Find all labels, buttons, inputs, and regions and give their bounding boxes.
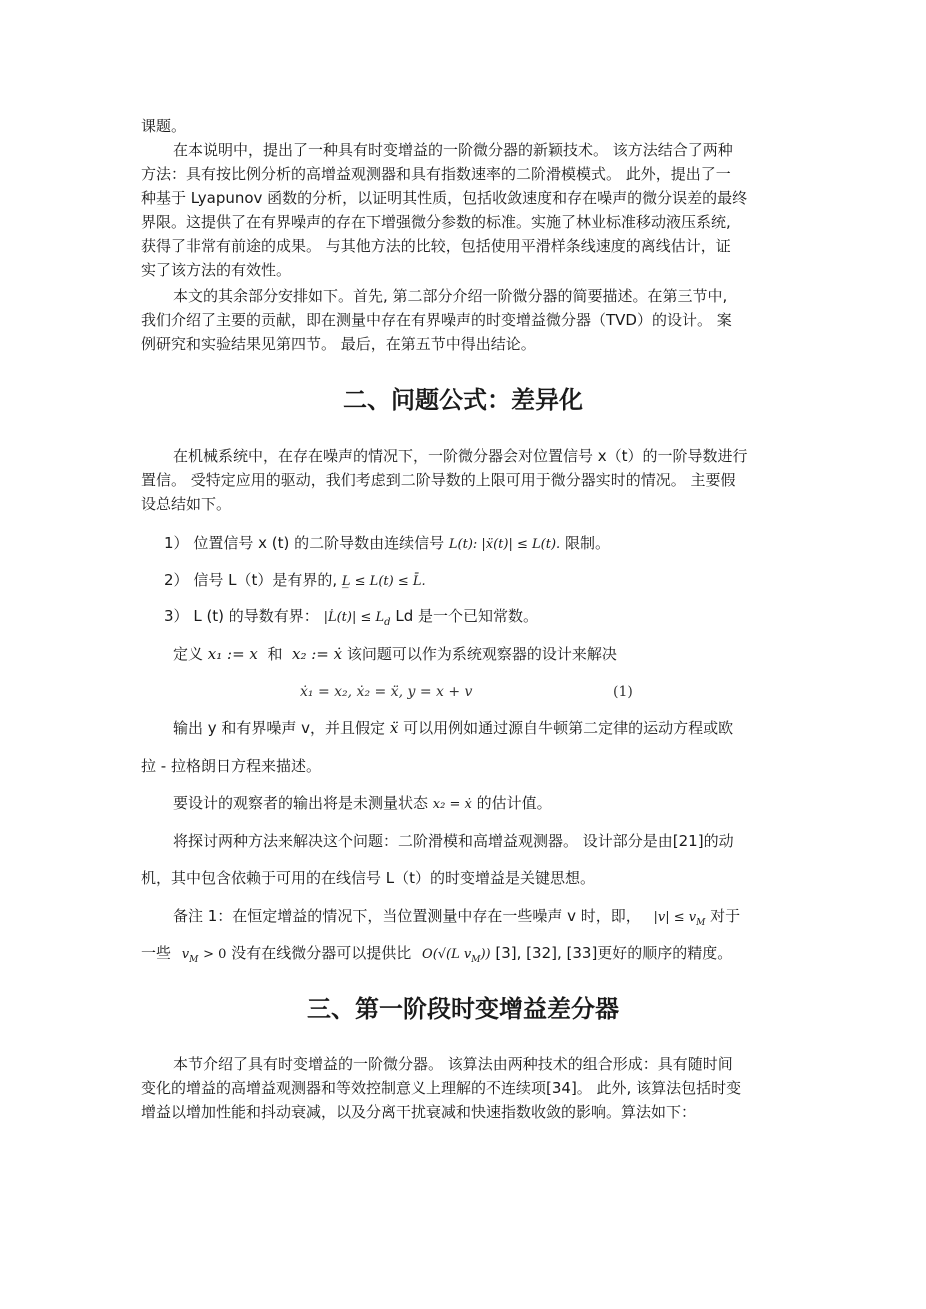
remark2-math-sub: M <box>189 955 199 965</box>
def-math-1: x₁ := x <box>207 645 258 663</box>
intro-line: 获得了非常有前途的成果。 与其他方法的比较，包括使用平滑样条线速度的离线估计，证 <box>141 237 731 255</box>
def-prefix: 定义 <box>173 645 204 663</box>
intro-line: 我们介绍了主要的贡献，即在测量中存在有界噪声的时变增益微分器（TVD）的设计。 案 <box>141 311 732 329</box>
intro-line: 种基于 Lyapunov 函数的分析，以证明其性质，包括收敛速度和存在噪声的微分误差的最终 <box>141 189 748 207</box>
explore-line-2: 机，其中包含依赖于可用的在线信号 L（t）的时变增益是关键思想。 <box>141 869 596 887</box>
remark2-math: v <box>181 947 190 962</box>
para-line: 本节介绍了具有时变增益的一阶微分器。 该算法由两种技术的组合形成：具有随时间 <box>173 1055 733 1073</box>
remark-line <box>173 906 740 933</box>
intro-line: 课题。 <box>141 117 187 135</box>
item-text: 位置信号 x (t) 的二阶导数由连续信号 <box>193 534 445 552</box>
def-suffix: 该问题可以作为系统观察器的设计来解决 <box>346 645 617 663</box>
intro-line: 例研究和实验结果见第四节。 最后，在第五节中得出结论。 <box>141 335 536 353</box>
output-line <box>173 718 733 738</box>
remark2-mid: 没有在线微分器可以提供比 <box>231 944 412 962</box>
item-text: 信号 L（t）是有界的, <box>193 571 338 589</box>
para-line: 设总结如下。 <box>141 495 232 513</box>
observer-suffix: 的估计值。 <box>476 794 552 812</box>
output-line-2: 拉 - 拉格朗日方程来描述。 <box>141 757 321 775</box>
item-number: 2） <box>164 571 189 589</box>
remark-math-sub: M <box>696 918 706 928</box>
observer-math: x₂ = ẋ <box>432 797 472 812</box>
remark2-math-2: > 0 <box>203 947 227 962</box>
equation-1: ẋ₁ = x₂, ẋ₂ = ẍ, y = x + v <box>300 684 473 700</box>
item-math-sub: d <box>384 617 391 628</box>
remark2-bigo: O(√(L v <box>422 947 472 962</box>
remark2-bigo-end: )) <box>480 947 491 962</box>
output-prefix: 输出 y 和有界噪声 v，并且假定 <box>173 719 386 737</box>
remark-line-2 <box>141 943 732 970</box>
para-line: 在机械系统中，在存在噪声的情况下，一阶微分器会对位置信号 x（t）的一阶导数进行 <box>173 447 748 465</box>
remark-prefix: 备注 1：在恒定增益的情况下，当位置测量中存在一些噪声 v 时，即， <box>173 907 641 925</box>
item-math: L(t): |ẍ(t)| ≤ L(t). <box>448 537 561 552</box>
observer-line <box>173 793 552 815</box>
remark2-bigo-sub: M <box>471 955 481 965</box>
para-line: 置信。 受特定应用的驱动，我们考虑到二阶导数的上限可用于微分器实时的情况。 主要假 <box>141 471 736 489</box>
section-title: 三、第一阶段时变增益差分器 <box>307 995 619 1023</box>
item-tail: 限制。 <box>564 534 610 552</box>
item-tail: Ld 是一个已知常数。 <box>395 607 538 625</box>
definition-line <box>173 644 617 664</box>
intro-line: 本文的其余部分安排如下。首先, 第二部分介绍一阶微分器的简要描述。在第三节中, <box>173 287 728 305</box>
remark2-prefix: 一些 <box>141 944 172 962</box>
remark-math: |v| ≤ v <box>653 910 697 925</box>
para-line: 增益以增加性能和抖动衰减，以及分离干扰衰减和快速指数收敛的影响。算法如下： <box>141 1103 697 1121</box>
output-math: ẍ <box>389 719 399 737</box>
remark2-suffix: [3], [32], [33]更好的顺序的精度。 <box>495 944 733 962</box>
section-title: 二、问题公式：差异化 <box>343 386 583 414</box>
output-suffix: 可以用例如通过源自牛顿第二定律的运动方程或欧 <box>403 719 734 737</box>
def-math-2: x₂ := ẋ <box>292 645 343 663</box>
intro-line: 界限。这提供了在有界噪声的存在下增强微分参数的标准。实施了林业标准移动液压系统, <box>141 213 731 231</box>
intro-line: 方法：具有按比例分析的高增益观测器和具有指数速率的二阶滑模模式。 此外，提出了一 <box>141 165 731 183</box>
item-math: |L̇(t)| ≤ L <box>323 610 385 625</box>
assumption-item-3 <box>164 606 538 633</box>
assumption-item-1 <box>164 533 610 555</box>
remark-suffix: 对于 <box>710 907 741 925</box>
observer-prefix: 要设计的观察者的输出将是未测量状态 <box>173 794 429 812</box>
item-text: L (t) 的导数有界： <box>193 607 319 625</box>
equation-number: (1) <box>613 684 633 700</box>
item-number: 1） <box>164 534 189 552</box>
para-line: 变化的增益的高增益观测器和等效控制意义上理解的不连续项[34]。 此外, 该算法包括时变 <box>141 1079 742 1097</box>
item-number: 3） <box>164 607 189 625</box>
item-math: L̲ ≤ L(t) ≤ L̄. <box>341 574 426 589</box>
explore-line: 将探讨两种方法来解决这个问题：二阶滑模和高增益观测器。 设计部分是由[21]的动 <box>173 832 734 850</box>
assumption-item-2 <box>164 570 426 592</box>
intro-line: 在本说明中，提出了一种具有时变增益的一阶微分器的新颖技术。 该方法结合了两种 <box>173 141 733 159</box>
intro-line: 实了该方法的有效性。 <box>141 261 292 279</box>
def-and: 和 <box>267 645 283 663</box>
